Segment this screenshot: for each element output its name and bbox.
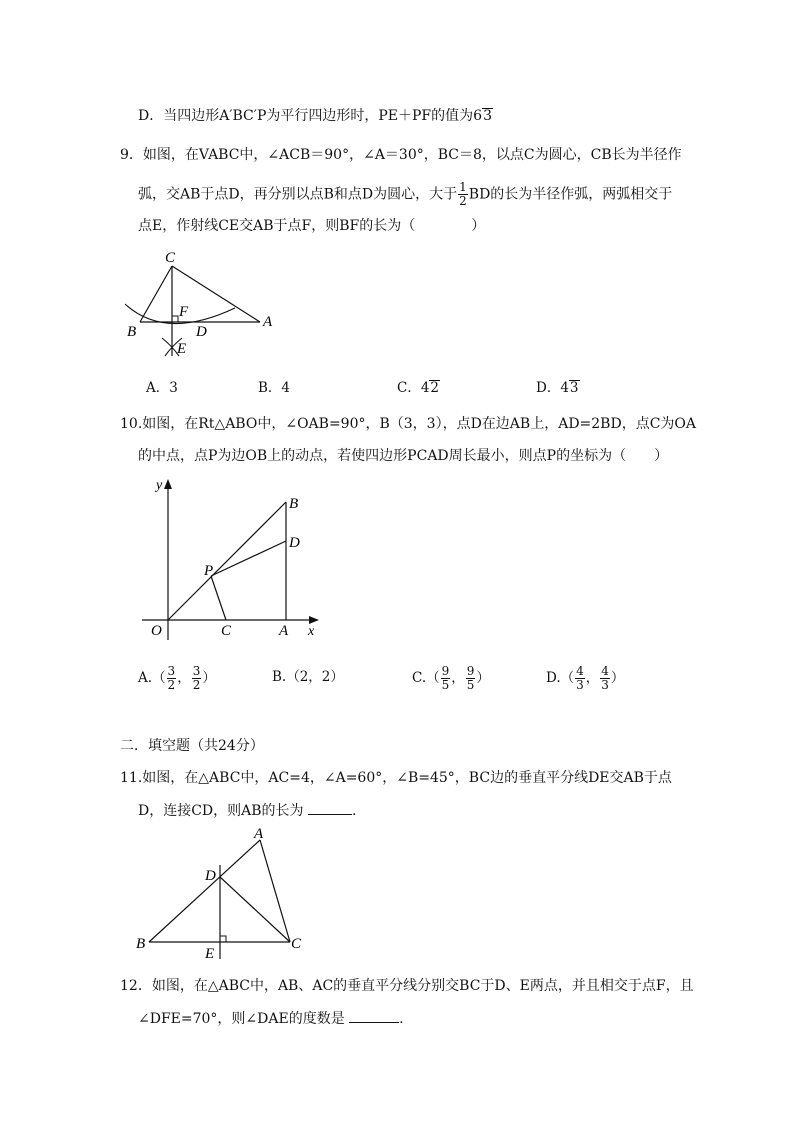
q10-option-c-suffix: ） [476, 670, 490, 686]
q10-figure [140, 475, 340, 645]
q10-y-axis-arrow [164, 479, 172, 489]
q12-line-2 [138, 1009, 404, 1029]
q9-segment-cb [140, 266, 172, 322]
q9-label-d: D [196, 324, 207, 340]
q10-option-a-prefix: A.（ [138, 670, 166, 686]
q9-label-b: B [127, 324, 137, 340]
q9-line-2 [138, 181, 672, 208]
q11-label-c: C [291, 936, 302, 952]
q10-option-a [138, 665, 216, 692]
q11-segment-dc [220, 877, 290, 942]
q10-option-c-d2: 5 [466, 678, 475, 692]
q9-option-d-prefix: D．4 [536, 380, 569, 396]
q11-label-e: E [205, 946, 215, 960]
q9-option-d-root: 3 [569, 380, 579, 396]
q10-option-c-prefix: C.（ [412, 670, 440, 686]
q10-option-c-frac2 [466, 665, 476, 692]
section-2-title: 二．填空题（共24分） [120, 738, 264, 754]
q10-label-p: P [204, 563, 214, 579]
q10-option-c-n1: 9 [441, 664, 450, 678]
q9-right-angle-mark [172, 316, 178, 322]
q10-option-d-prefix: D.（ [546, 670, 575, 686]
q10-option-c-n2: 9 [466, 664, 475, 678]
q11-line-2 [138, 801, 356, 821]
q10-label-d: D [289, 535, 300, 551]
q10-option-d-suffix: ） [610, 670, 625, 686]
q11-label-b: B [136, 936, 146, 952]
q10-option-c [412, 665, 490, 692]
q10-label-o: O [151, 623, 162, 639]
q10-option-d-sep: ， [585, 670, 600, 686]
q10-option-a-n2: 3 [192, 664, 201, 678]
q12-line-1: 12．如图，在△ABC中，AB、AC的垂直平分线分别交BC于D、E两点，并且相交于点F，且 [120, 978, 694, 994]
q10-line-1: 10.如图，在Rt△ABO中，∠OAB=90°，B（3，3），点D在边AB上，AD=2BD，点C为OA [120, 416, 696, 432]
q11-right-angle-mark [220, 936, 226, 942]
q9-line-3: 点E，作射线CE交AB于点F，则BF的长为（ ） [138, 218, 486, 234]
q11-answer-blank [308, 814, 352, 815]
q10-option-a-suffix: ） [202, 670, 216, 686]
q11-line-1: 11.如图，在△ABC中，AC=4，∠A=60°，∠B=45°，BC边的垂直平分线DE交AB于点 [120, 770, 672, 786]
q10-label-x: x [308, 624, 315, 639]
q10-label-b: B [289, 496, 299, 512]
q12-line-2-end: . [399, 1011, 404, 1027]
q10-segment-ob [168, 502, 286, 620]
q11-line-2-text: D，连接CD，则AB的长为 [138, 803, 304, 819]
q10-option-d-frac2 [600, 665, 610, 692]
q9-option-c [397, 378, 440, 398]
q10-option-d-n2: 4 [601, 664, 609, 678]
q10-option-d-d1: 3 [576, 678, 584, 692]
q10-label-c: C [221, 623, 232, 639]
q10-x-axis-arrow [309, 616, 319, 624]
q9-label-a: A [263, 314, 273, 330]
q9-line-2-pre: 弧，交AB于点D，再分别以点B和点D为圆心，大于 [138, 186, 458, 203]
q11-label-d: D [205, 868, 216, 884]
q10-option-a-d2: 2 [192, 678, 201, 692]
q10-option-c-sep: ， [451, 670, 465, 686]
q10-label-y: y [156, 478, 163, 493]
q10-option-d-frac1 [575, 665, 585, 692]
q9-line-1: 9．如图，在VABC中，∠ACB＝90°，∠A＝30°，BC＝8，以点C为圆心，CB长为半径作 [120, 147, 682, 163]
q9-fraction-den: 2 [459, 194, 467, 208]
q10-option-b: B.（2，2） [272, 669, 344, 685]
q9-fraction [458, 181, 468, 208]
q10-segment-pd [211, 541, 286, 576]
q11-figure [133, 825, 313, 960]
q8-option-d [138, 106, 493, 126]
q10-option-c-d1: 5 [441, 678, 450, 692]
q12-answer-blank [349, 1022, 399, 1023]
q10-option-d-d2: 3 [601, 678, 609, 692]
q10-line-2: 的中点，点P为边OB上的动点，若使四边形PCAD周长最小，则点P的坐标为（ ） [138, 448, 669, 464]
q9-option-c-root: 2 [430, 380, 440, 396]
q9-label-f: F [179, 304, 189, 320]
q10-option-d [546, 665, 624, 692]
q9-figure [115, 246, 285, 361]
q12-line-2-text: ∠DFE=70°，则∠DAE的度数是 [138, 1011, 345, 1027]
q10-option-a-frac1 [167, 665, 177, 692]
q9-fraction-num: 1 [459, 180, 467, 194]
q11-segment-ac [260, 840, 290, 942]
q10-option-d-n1: 4 [576, 664, 584, 678]
q10-label-a: A [279, 623, 289, 639]
q10-option-a-n1: 3 [167, 664, 176, 678]
q10-option-a-d1: 2 [167, 678, 176, 692]
q10-option-a-frac2 [192, 665, 202, 692]
q9-option-b: B．4 [258, 380, 291, 396]
q8-option-d-root: 3 [483, 108, 492, 124]
q10-segment-pc [211, 576, 226, 620]
q9-label-e: E [177, 341, 187, 357]
q11-label-a: A [254, 826, 264, 842]
q9-option-d [536, 378, 580, 398]
q11-line-2-end: . [352, 803, 357, 819]
q9-line-2-post: BD的长为半径作弧，两弧相交于 [468, 186, 673, 203]
q10-option-a-sep: ， [177, 670, 191, 686]
q8-option-d-text: D．当四边形A′BC′P为平行四边形时，PE＋PF的值为6 [138, 108, 483, 124]
q9-label-c: C [165, 250, 176, 266]
q10-option-c-frac1 [441, 665, 451, 692]
q11-segment-ab [149, 840, 260, 942]
q9-option-c-prefix: C．4 [397, 380, 430, 396]
q9-option-a: A．3 [146, 380, 178, 396]
